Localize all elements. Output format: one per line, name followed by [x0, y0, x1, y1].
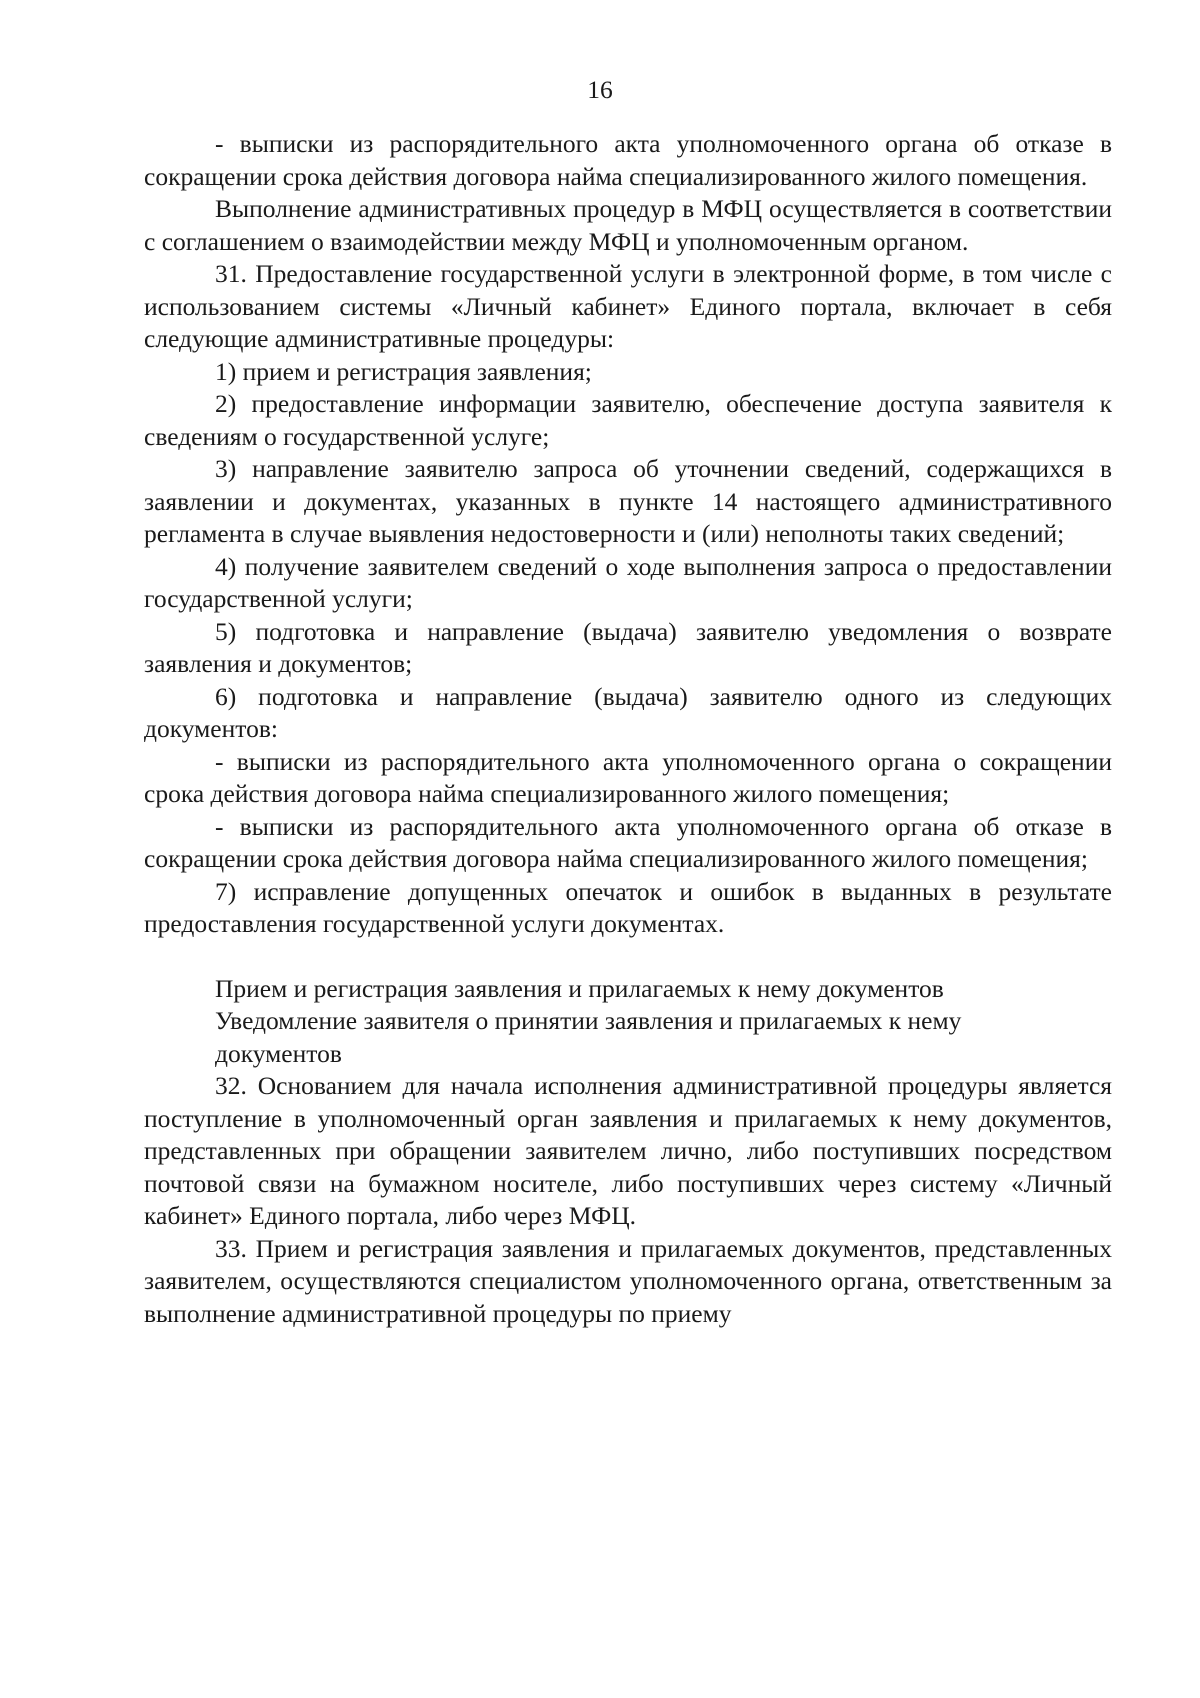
section-heading-line-3: документов — [215, 1038, 342, 1068]
paragraph-mfc-procedures: Выполнение административных процедур в МФЦ осуществляется в соответствии с соглашением о взаимодействии между МФЦ и уполномоченным органом. — [144, 194, 1112, 256]
section-heading-line-2: Уведомление заявителя о принятии заявления и прилагаемых к нему — [215, 1006, 962, 1035]
section-heading — [144, 973, 1112, 1071]
paragraph-33: 33. Прием и регистрация заявления и прилагаемых документов, представленных заявителем, осуществляются специалистом уполномоченного органа, ответственным за выполнение административной процедуры по приему — [144, 1233, 1112, 1328]
list-item-1: 1) прием и регистрация заявления; — [215, 356, 592, 386]
list-item-6-sub-2: - выписки из распорядительного акта уполномоченного органа об отказе в сокращении срока действия договора найма специализированного жилого помещения; — [144, 811, 1112, 873]
page-number: 16 — [587, 75, 613, 104]
paragraph-32: 32. Основанием для начала исполнения административной процедуры является поступление в уполномоченный орган заявления и прилагаемых к нему документов, представленных при обращении заявителем лично, либо поступивших посредством почтовой связи на бумажном носителе, либо поступивших через систему «Личный кабинет» Единого портала, либо через МФЦ. — [144, 1071, 1112, 1230]
paragraph-extract-refusal-1: - выписки из распорядительного акта уполномоченного органа об отказе в сокращении срока действия договора найма специализированного жилого помещения. — [144, 129, 1112, 191]
list-item-6: 6) подготовка и направление (выдача) заявителю одного из следующих документов: — [144, 681, 1112, 743]
list-item-7: 7) исправление допущенных опечаток и ошибок в выданных в результате предоставления государственной услуги документах. — [144, 876, 1112, 938]
document-body — [144, 128, 1112, 1330]
list-item-3: 3) направление заявителю запроса об уточнении сведений, содержащихся в заявлении и документах, указанных в пункте 14 настоящего административного регламента в случае выявления недостоверности и (или) неполноты таких сведений; — [144, 454, 1112, 548]
list-item-2: 2) предоставление информации заявителю, обеспечение доступа заявителя к сведениям о государственной услуге; — [144, 389, 1112, 451]
list-item-5: 5) подготовка и направление (выдача) заявителю уведомления о возврате заявления и документов; — [144, 616, 1112, 678]
list-item-4: 4) получение заявителем сведений о ходе выполнения запроса о предоставлении государственной услуги; — [144, 551, 1112, 613]
paragraph-31: 31. Предоставление государственной услуги в электронной форме, в том числе с использованием системы «Личный кабинет» Единого портала, включает в себя следующие административные процедуры: — [144, 259, 1112, 353]
section-heading-line-1: Прием и регистрация заявления и прилагаемых к нему документов — [215, 973, 944, 1003]
list-item-6-sub-1: - выписки из распорядительного акта уполномоченного органа о сокращении срока действия договора найма специализированного жилого помещения; — [144, 746, 1112, 808]
